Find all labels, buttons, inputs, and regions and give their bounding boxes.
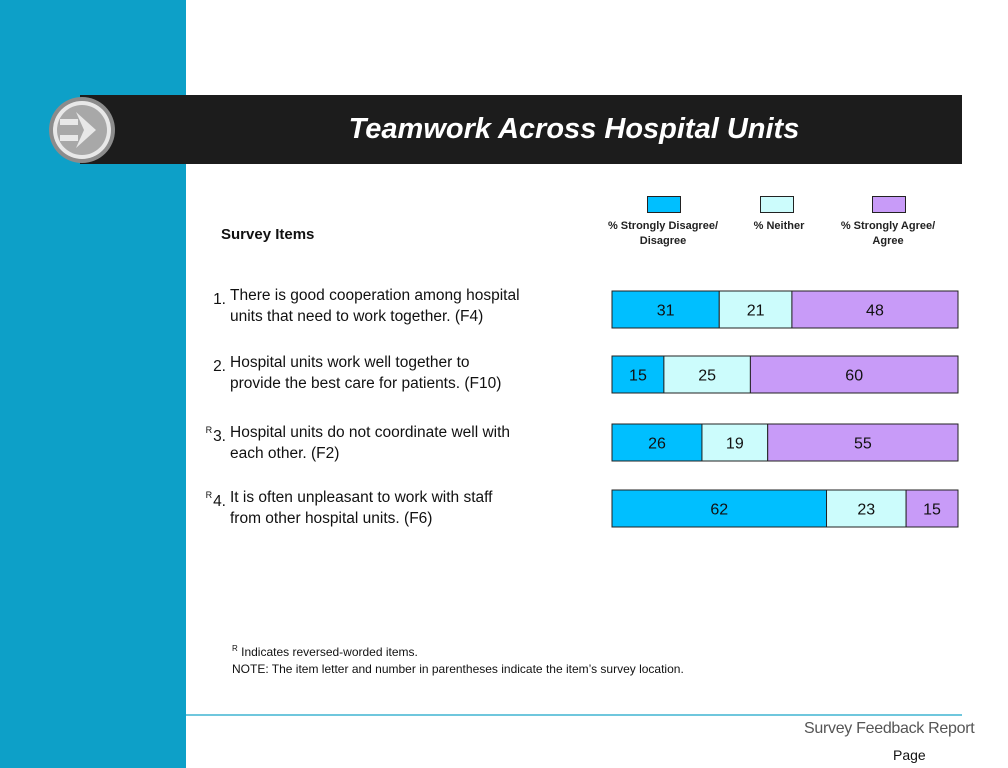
bar-label-item1-series2: 21	[746, 302, 765, 320]
page-title: Teamwork Across Hospital Units	[348, 113, 800, 145]
survey-items-heading: Survey Items	[221, 226, 315, 243]
bar-label-item4-series1: 62	[710, 501, 729, 519]
footnote: $^R$ Indicates reversed-worded items. NOTE: The item letter and number in parentheses indicate the item’s survey location.	[232, 644, 684, 676]
bar-label-item1-series1: 31	[656, 302, 675, 320]
bar-label-item3-series3: 55	[853, 435, 872, 453]
legend-label-neither: % Neither	[753, 220, 805, 232]
bar-label-item2-series2: 25	[698, 367, 717, 385]
footer-divider	[186, 714, 962, 716]
bar-label-item2-series3: 60	[845, 367, 864, 385]
bar-label-item4-series3: 15	[923, 501, 941, 519]
legend-label-agree: % Strongly Agree/ Agree	[840, 220, 936, 247]
footer-page-label: Page	[893, 747, 926, 763]
bar-label-item3-series1: 26	[648, 435, 666, 453]
legend-label-disagree: % Strongly Disagree/ Disagree	[607, 220, 719, 247]
bar-label-item1-series3: 48	[866, 302, 884, 320]
bar-label-item2-series1: 15	[629, 367, 647, 385]
bar-label-item3-series2: 19	[725, 435, 744, 453]
bar-label-item4-series2: 23	[857, 501, 876, 519]
footer-report-name: Survey Feedback Report	[804, 720, 975, 737]
